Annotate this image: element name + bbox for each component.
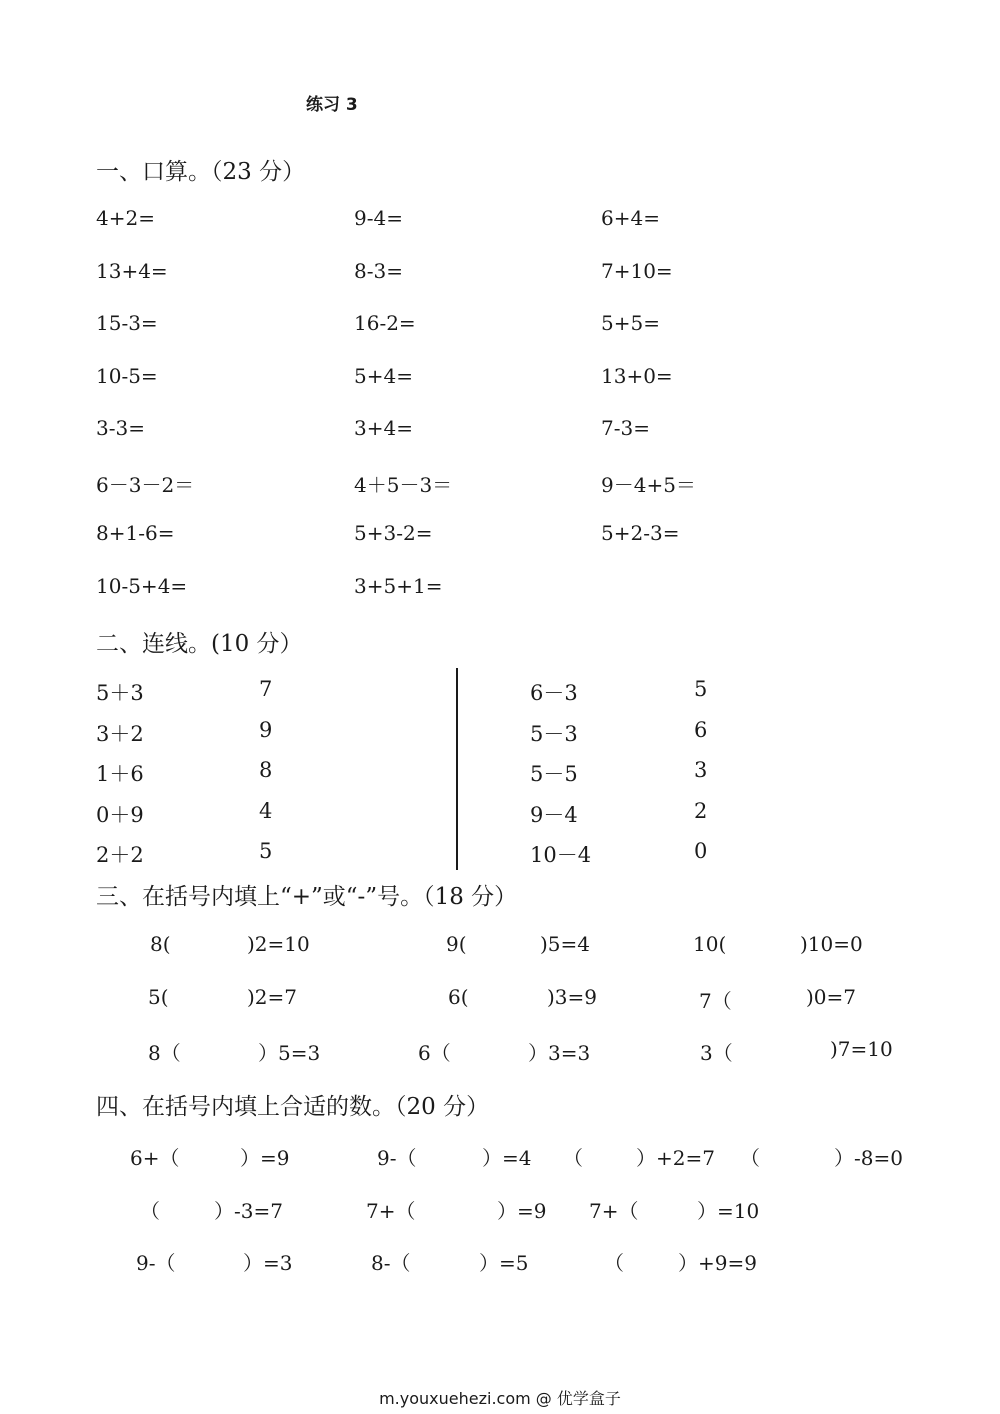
- arithmetic-problem: 8-3=: [354, 258, 403, 283]
- fill-number-problem-start: 9-（: [377, 1146, 417, 1170]
- fill-sign-problem-start: 8（: [148, 1041, 181, 1065]
- fill-sign-problem-start: 6（: [418, 1041, 451, 1065]
- fill-sign-problem-end: )7=10: [830, 1037, 893, 1061]
- arithmetic-problem: 10-5+4=: [96, 573, 188, 598]
- match-right-expression: 6－3: [530, 681, 578, 705]
- footer-watermark: m.youxuehezi.com @ 优学盒子: [379, 1389, 621, 1408]
- match-right-number: 2: [694, 798, 708, 823]
- arithmetic-problem: 10-5=: [96, 363, 158, 388]
- arithmetic-problem: 16-2=: [354, 311, 416, 335]
- arithmetic-problem: 7-3=: [601, 416, 650, 440]
- fill-number-problem-start: （: [140, 1198, 160, 1223]
- fill-number-problem-end: ）+9=9: [678, 1251, 757, 1275]
- match-left-expression: 2＋2: [96, 843, 144, 867]
- fill-sign-problem-start: 5(: [148, 984, 169, 1009]
- arithmetic-problem: 6－3－2＝: [96, 472, 195, 497]
- arithmetic-problem: 4＋5－3＝: [354, 472, 453, 497]
- arithmetic-problem: 13+0=: [601, 363, 673, 388]
- fill-number-problem-end: ）=9: [240, 1146, 290, 1170]
- match-left-number: 8: [259, 758, 273, 782]
- fill-number-problem-end: ）-3=7: [214, 1198, 283, 1223]
- match-right-expression: 10－4: [530, 843, 592, 867]
- fill-number-problem-start: 8-（: [371, 1251, 411, 1275]
- fill-number-problem-end: ）-8=0: [834, 1146, 903, 1170]
- fill-sign-problem-end: )2=7: [247, 984, 298, 1009]
- match-right-number: 3: [694, 758, 708, 782]
- section3-heading: 三、在括号内填上“+”或“-”号。（18 分）: [96, 884, 518, 910]
- fill-sign-problem-end: ）5=3: [258, 1041, 321, 1065]
- match-left-number: 7: [259, 677, 273, 701]
- arithmetic-problem: 13+4=: [96, 258, 168, 283]
- fill-sign-problem-end: )5=4: [540, 932, 591, 956]
- fill-sign-problem-end: )10=0: [800, 932, 863, 956]
- fill-number-problem-start: 7+（: [589, 1198, 639, 1223]
- arithmetic-problem: 6+4=: [601, 206, 660, 230]
- arithmetic-problem: 5+4=: [354, 363, 413, 388]
- fill-sign-problem-start: 10(: [693, 932, 727, 956]
- fill-number-problem-start: （: [563, 1146, 583, 1170]
- arithmetic-problem: 3+5+1=: [354, 573, 443, 598]
- fill-number-problem-end: ）=5: [479, 1251, 529, 1275]
- match-right-number: 5: [694, 677, 708, 701]
- section1-heading: 一、口算。（23 分）: [96, 159, 306, 185]
- match-left-expression: 3＋2: [96, 721, 144, 746]
- match-left-number: 5: [259, 839, 273, 863]
- match-right-expression: 5－3: [530, 721, 578, 746]
- match-right-number: 6: [694, 717, 708, 742]
- arithmetic-problem: 5+5=: [601, 311, 660, 335]
- fill-sign-problem-start: 3（: [700, 1041, 733, 1065]
- match-left-expression: 1＋6: [96, 762, 144, 786]
- fill-number-problem-end: ）=4: [482, 1146, 532, 1170]
- match-left-expression: 0＋9: [96, 802, 144, 827]
- fill-sign-problem-end: )0=7: [806, 984, 857, 1009]
- fill-sign-problem-start: 8(: [150, 932, 171, 956]
- arithmetic-problem: 8+1-6=: [96, 521, 175, 545]
- fill-sign-problem-start: 6(: [448, 984, 469, 1009]
- fill-sign-problem-end: )3=9: [547, 984, 598, 1009]
- fill-sign-problem-end: ）3=3: [528, 1041, 591, 1065]
- fill-number-problem-start: 7+（: [366, 1198, 416, 1223]
- arithmetic-problem: 5+3-2=: [354, 521, 433, 545]
- fill-number-problem-end: ）+2=7: [636, 1146, 715, 1170]
- fill-number-problem-end: ）=9: [497, 1198, 547, 1223]
- arithmetic-problem: 15-3=: [96, 311, 158, 335]
- arithmetic-problem: 4+2=: [96, 206, 155, 230]
- fill-number-problem-start: （: [740, 1146, 760, 1170]
- match-left-expression: 5＋3: [96, 681, 144, 705]
- fill-sign-problem-start: 9(: [446, 932, 467, 956]
- match-left-number: 9: [259, 717, 273, 742]
- fill-number-problem-end: ）=3: [243, 1251, 293, 1275]
- section4-heading: 四、在括号内填上合适的数。（20 分）: [96, 1094, 490, 1120]
- arithmetic-problem: 9-4=: [354, 206, 403, 230]
- arithmetic-problem: 7+10=: [601, 258, 673, 283]
- match-right-expression: 5－5: [530, 762, 578, 786]
- fill-number-problem-start: 9-（: [136, 1251, 176, 1275]
- match-right-expression: 9－4: [530, 802, 578, 827]
- section2-heading: 二、连线。(10 分）: [96, 631, 303, 657]
- arithmetic-problem: 5+2-3=: [601, 521, 680, 545]
- arithmetic-problem: 3-3=: [96, 416, 145, 440]
- fill-sign-problem-end: )2=10: [247, 932, 310, 956]
- match-right-number: 0: [694, 839, 708, 863]
- arithmetic-problem: 3+4=: [354, 416, 413, 440]
- matching-divider: [456, 668, 458, 870]
- fill-number-problem-start: （: [604, 1251, 624, 1275]
- match-left-number: 4: [259, 798, 273, 823]
- fill-number-problem-end: ）=10: [697, 1198, 760, 1223]
- page-title: 练习 3: [306, 95, 358, 115]
- fill-sign-problem-start: 7（: [699, 988, 732, 1013]
- fill-number-problem-start: 6+（: [130, 1146, 180, 1170]
- arithmetic-problem: 9－4+5＝: [601, 472, 696, 497]
